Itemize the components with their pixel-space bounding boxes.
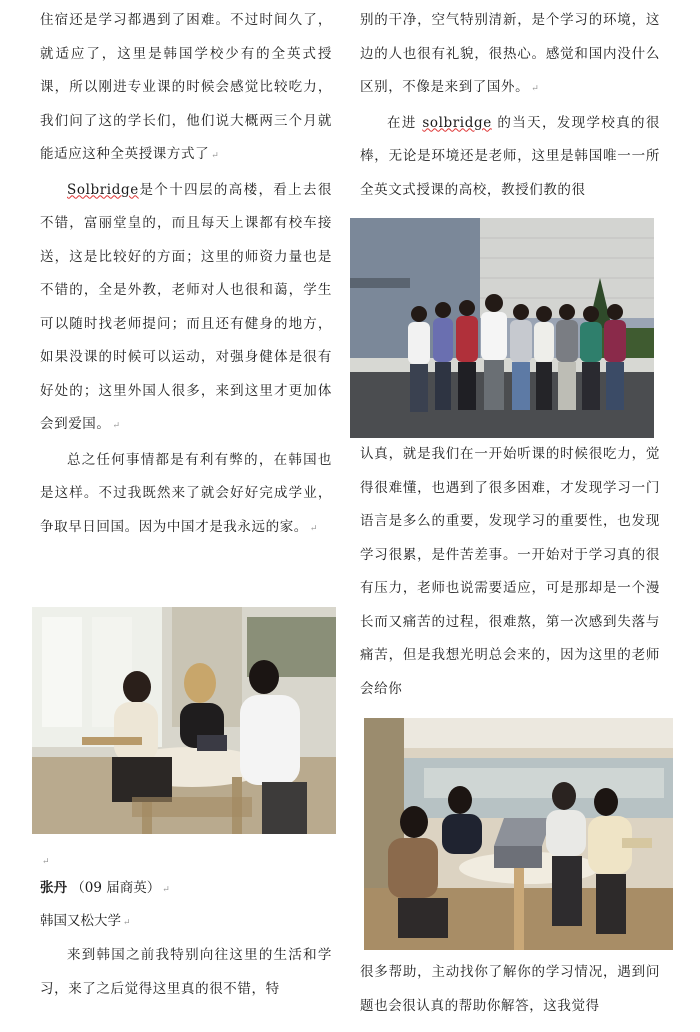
photo-image xyxy=(32,607,336,834)
school-name: solbridge xyxy=(422,114,492,131)
paragraph-text: 别的干净，空气特别清新，是个学习的环境，这边的人也很有礼貌，很热心。感觉和国内没什么区别，不像是来到了国外。 xyxy=(360,12,660,95)
author-line xyxy=(40,872,170,907)
photo-image xyxy=(364,718,673,950)
return-mark: ↵ xyxy=(309,523,319,534)
return-mark: ↵ xyxy=(211,151,220,161)
paragraph xyxy=(360,438,660,706)
paragraph-text: 来到韩国之前我特别向往这里的生活和学习，来了之后觉得这里真的很不错，特 xyxy=(40,947,332,997)
right-column-top xyxy=(360,4,660,207)
paragraph xyxy=(40,174,332,444)
right-column-middle xyxy=(360,438,660,706)
paragraph-text: 认真，就是我们在一开始听课的时候很吃力，觉得很难懂，也遇到了很多困难，才发现学习一门语言是多么的重要，发现学习的重要性，也发现学习很累，是件苦差事。一开始对于学习真的很有压力，老师也说需要适应，可是那却是一个漫长而又痛苦的过程，很难熬，第一次感到失落与痛苦，但是我想光明总会来的，因为这里的老师会给你 xyxy=(360,446,660,697)
paragraph-text: 在进 xyxy=(387,114,423,131)
paragraph xyxy=(360,4,660,107)
return-mark: ↵ xyxy=(112,421,121,431)
paragraph-text: 的当天，发现学校真的很棒，无论是环境还是老师，这里是韩国唯一一所全英文式授课的高校，教授们教的很 xyxy=(360,114,660,198)
photo-group-in-front-of-building xyxy=(350,218,654,438)
left-column-bottom xyxy=(40,939,332,1006)
photo-students-with-laptop xyxy=(364,718,673,950)
photo-image xyxy=(350,218,654,438)
return-mark: ↵ xyxy=(123,918,131,928)
return-mark: ↵ xyxy=(162,885,170,895)
right-column-bottom xyxy=(360,956,660,1023)
paragraph xyxy=(40,939,332,1006)
return-mark: ↵ xyxy=(42,857,50,867)
paragraph xyxy=(40,4,332,174)
paragraph-text: 是个十四层的高楼，看上去很不错，富丽堂皇的，而且每天上课都有校车接送，这是比较好的方面；这里的师资力量也是不错的，全是外教，老师对人也很和蔼，学生可以随时找老师提问；而且还有健身的地方，如果没课的时候可以运动，对强身健体是很有好处的；这里外国人很多，来到这里才更加体会到爱国。 xyxy=(40,181,332,432)
author-class: （09 届商英） xyxy=(71,880,161,896)
paragraph xyxy=(40,444,332,547)
paragraph-text: 总之任何事情都是有利有弊的，在韩国也是这样。不过我既然来了就会好好完成学业，争取早日回国。因为中国才是我永远的家。 xyxy=(40,451,332,535)
left-column xyxy=(40,4,332,546)
university-line xyxy=(40,905,131,940)
photo-students-at-table xyxy=(32,607,336,834)
university-name: 韩国又松大学 xyxy=(40,913,121,929)
paragraph xyxy=(360,107,660,208)
paragraph-text: 很多帮助，主动找你了解你的学习情况，遇到问题也会很认真的帮助你解答，这我觉得 xyxy=(360,964,660,1014)
school-name: Solbridge xyxy=(67,181,139,198)
paragraph xyxy=(360,956,660,1023)
paragraph-text: 住宿还是学习都遇到了困难。不过时间久了，就适应了，这里是韩国学校少有的全英式授课，所以刚进专业课的时候会感觉比较吃力，我们问了这的学长们，他们说大概两三个月就能适应这种全英授课方式了 xyxy=(40,12,332,162)
author-name: 张丹 xyxy=(40,880,67,896)
return-mark: ↵ xyxy=(531,84,540,94)
